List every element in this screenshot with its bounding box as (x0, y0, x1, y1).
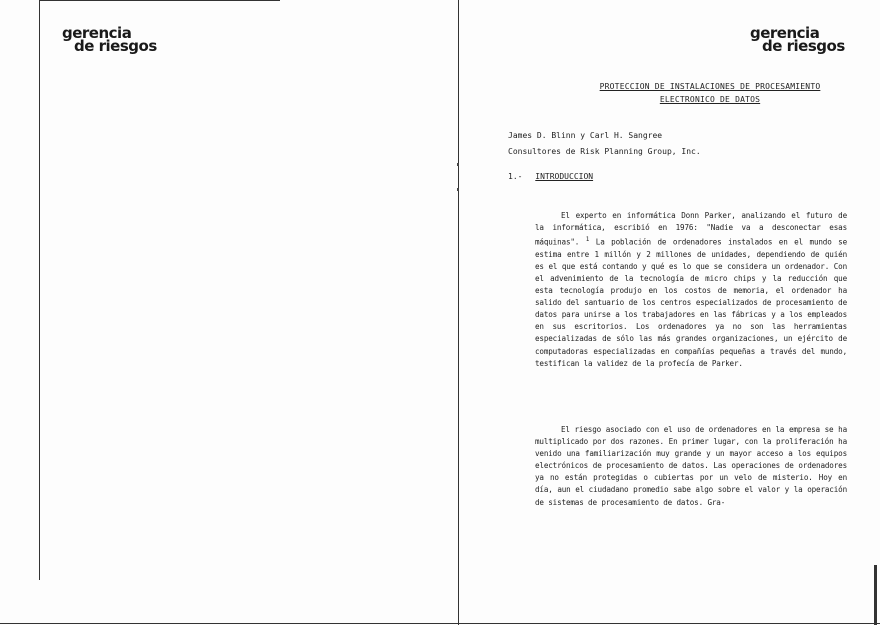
scan-mark (457, 188, 459, 191)
journal-logo (62, 24, 157, 55)
section-heading (508, 171, 593, 183)
section-number: 1.- (508, 172, 523, 181)
logo-line-2: de riesgos (762, 37, 845, 55)
paragraph-1 (535, 210, 847, 370)
logo-line-2: de riesgos (74, 37, 157, 55)
top-edge-line (40, 0, 280, 1)
left-margin-line (39, 0, 40, 580)
bottom-edge-line (460, 623, 880, 624)
page-gutter-line (458, 0, 459, 625)
right-page (460, 0, 880, 625)
logo-line-1: gerencia (750, 24, 820, 42)
article-title-line-2: ELECTRONICO DE DATOS (659, 95, 761, 104)
article-title-line-1: PROTECCION DE INSTALACIONES DE PROCESAMIENTO (599, 82, 821, 91)
paragraph-2: El riesgo asociado con el uso de ordenadores en la empresa se ha multiplicado por dos razones. En primer lugar, con la proliferación ha venido una familiarización muy grande y un mayor acceso a los equipos electrónicos de procesamiento de datos. Las operaciones de ordenadores ya no están protegidas o cubiertas por un velo de misterio. Hoy en día, aun el ciudadano promedio sabe algo sobre el valor y la operación de sistemas de procesamiento de datos. Gra- (535, 425, 847, 507)
affiliation: Consultores de Risk Planning Group, Inc. (508, 147, 701, 156)
section-title: INTRODUCCION (535, 172, 594, 181)
journal-logo (750, 24, 845, 55)
logo-line-1: gerencia (62, 24, 132, 42)
bottom-edge-line (0, 623, 460, 624)
authors: James D. Blinn y Carl H. Sangree (508, 131, 663, 140)
paragraph-1-text-b: La población de ordenadores instalados en el mundo se estima entre 1 millón y 2 millones de unidades, dependiendo de quién es el que está contando y qué es lo que se considera un ordenador. Con el advenimiento de la tecnología de micro chips y la reducción que esta tecnología produjo en los costos de memoria, el ordenador ha salido del santuario de los centros especializados de procesamiento de datos para unirse a los trabajadores en las fábricas y a los empleados en sus escritorios. Los ordenadores ya no son las herramientas especializadas de sólo las más grandes organizaciones, un ejército de computadoras especializadas en compañías pequeñas a través del mundo, testifican la validez de la profecía de Parker. (535, 237, 848, 368)
right-edge-line (874, 565, 877, 625)
paragraph-1-text-a: El experto en informática Donn Parker, analizando el futuro de la informática, escribió en 1976: "Nadie va a desconectar esas máquinas". (535, 211, 847, 247)
footnote-ref: 1 (585, 236, 590, 244)
scan-mark (457, 163, 459, 166)
